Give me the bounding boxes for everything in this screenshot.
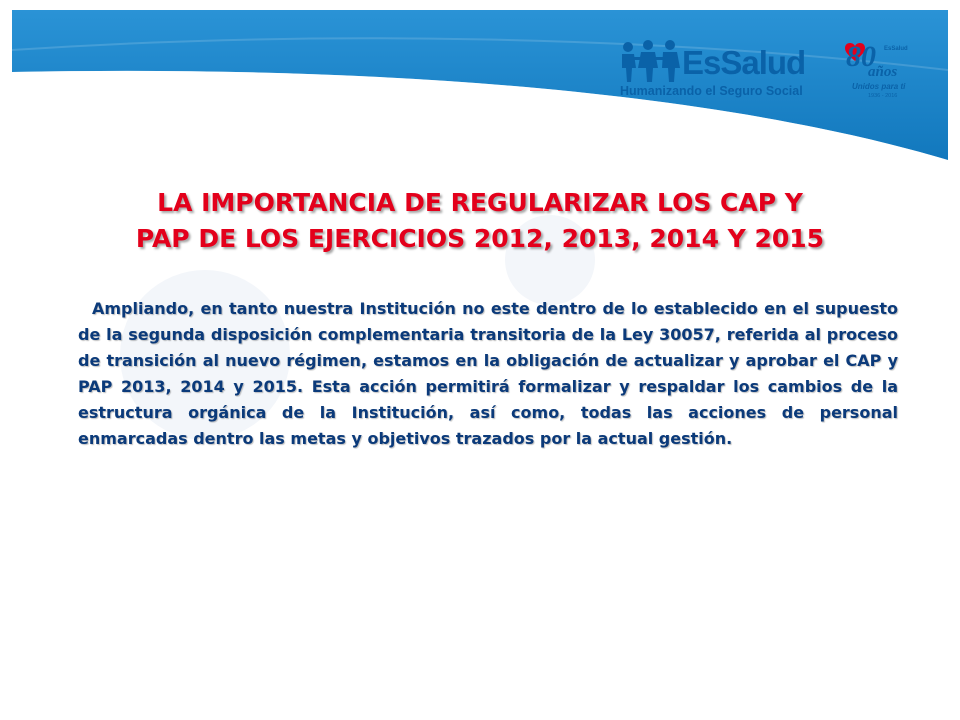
brand-tagline: Humanizando el Seguro Social — [620, 84, 803, 98]
slide-title-line: LA IMPORTANCIA DE REGULARIZAR LOS CAP Y — [157, 188, 803, 217]
anniversary-slogan: Unidos para ti — [852, 82, 906, 91]
slide-title — [60, 185, 900, 257]
slide-body: Ampliando, en tanto nuestra Institución no este dentro de lo establecido en el supuesto de la segunda disposición complementaria transitoria de la Ley 30057, referida al proceso de transición al nuevo régimen, estamos en la obligación de actualizar y aprobar el CAP y PAP 2013, 2014 y 2015. Esta acción permitirá formalizar y respaldar los cambios de la estructura orgánica de la Institución, así como, todas las acciones de personal enmarcadas dentro las metas y objetivos trazados por la actual gestión. — [78, 299, 898, 448]
essalud-logo — [618, 40, 808, 102]
anniversary-logo — [842, 40, 912, 102]
anniversary-org: EsSalud — [884, 46, 908, 52]
anniversary-word: años — [868, 64, 898, 80]
anniversary-number: 80 — [846, 40, 876, 73]
brand-name: EsSalud — [682, 44, 806, 81]
slide-title-line: PAP DE LOS EJERCICIOS 2012, 2013, 2014 Y 2015 — [135, 224, 825, 253]
anniversary-years: 1936 - 2016 — [868, 93, 898, 99]
family-figures-icon — [618, 40, 682, 84]
